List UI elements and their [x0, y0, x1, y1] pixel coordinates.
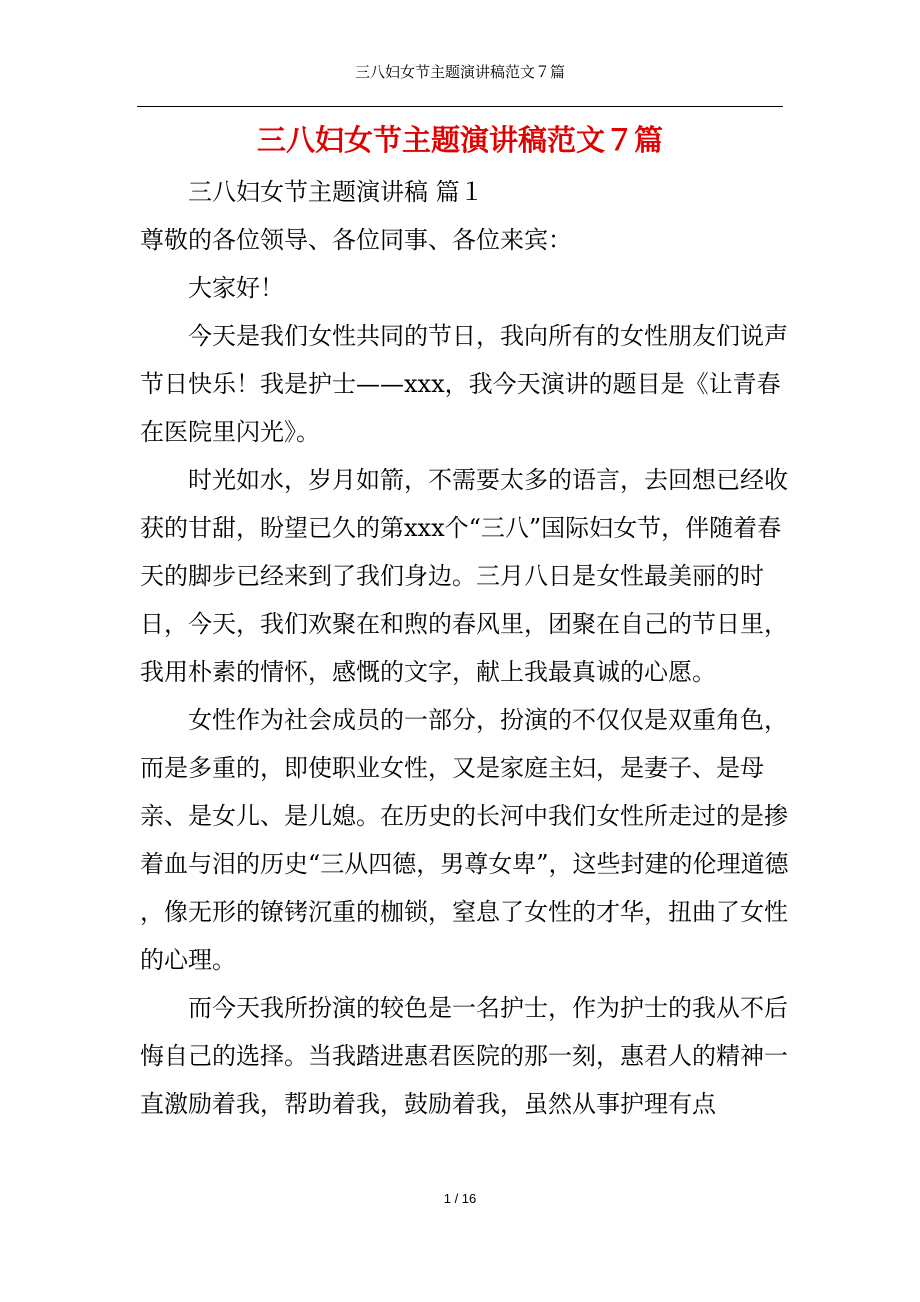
document-body [140, 168, 790, 1128]
document-title: 三八妇女节主题演讲稿范文７篇 [256, 123, 663, 157]
paragraph: 女性作为社会成员的一部分，扮演的不仅仅是双重角色，而是多重的，即使职业女性，又是家庭主妇，是妻子、是母亲、是女儿、是儿媳。在历史的长河中我们女性所走过的是掺着血与泪的历史“三从四德，男尊女卑”，这些封建的伦理道德 ，像无形的镣铐沉重的枷锁，窒息了女性的才华，扭曲了女性的心理。 [140, 706, 789, 974]
header-divider [137, 106, 783, 107]
paragraph: 而今天我所扮演的较色是一名护士，作为护士的我从不后悔自己的选择。当我踏进惠君医院的那一刻，惠君人的精神一直激励着我，帮助着我，鼓励着我，虽然从事护理有点 [140, 994, 788, 1118]
section-heading: 三八妇女节主题演讲稿 篇１ [188, 178, 484, 206]
salutation: 尊敬的各位领导、各位同事、各位来宾： [140, 226, 572, 254]
greeting: 大家好！ [188, 274, 284, 302]
page-number: 1 / 16 [443, 1191, 477, 1206]
running-header: 三八妇女节主题演讲稿范文７篇 [354, 63, 565, 81]
paragraph: 今天是我们女性共同的节日，我向所有的女性朋友们说声节日快乐！我是护士——xxx，我今天演讲的题目是《让青春在医院里闪光》。 [140, 322, 788, 446]
paragraph: 时光如水，岁月如箭，不需要太多的语言，去回想已经收获的甘甜，盼望已久的第xxx个“三八”国际妇女节，伴随着春天的脚步已经来到了我们身边。三月八日是女性最美丽的时日，今天，我们欢聚在和煦的春风里，团聚在自己的节日里，我用朴素的情怀，感慨的文字，献上我最真诚的心愿。 [140, 466, 788, 686]
